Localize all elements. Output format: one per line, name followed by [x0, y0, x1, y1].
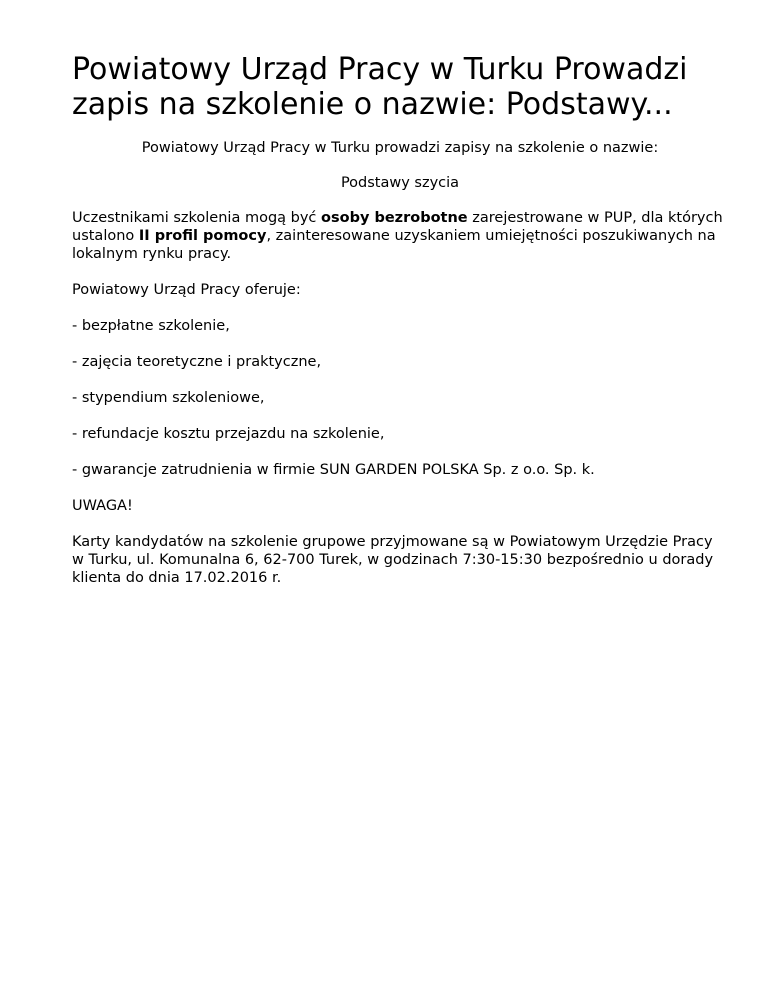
closing-paragraph: Karty kandydatów na szkolenie grupowe przyjmowane są w Powiatowym Urzędzie Pracy w Turku, ul. Komunalna 6, 62-700 Turek, w godzinach 7:30-15:30 bezpośrednio u dorady klienta do dnia 17.02.2016 r. — [72, 534, 714, 586]
warning-label: UWAGA! — [72, 498, 133, 514]
list-item: - zajęcia teoretyczne i praktyczne, — [72, 354, 322, 370]
eligibility-text-3: , zainteresowane uzyskaniem umiejętności poszukiwanych na lokalnym rynku pracy. — [72, 228, 716, 262]
eligibility-bold-1: osoby bezrobotne — [321, 210, 468, 226]
course-name: Podstawy szycia — [340, 175, 460, 191]
offer-list — [72, 317, 728, 479]
list-item: - gwarancje zatrudnienia w firmie SUN GARDEN POLSKA Sp. z o.o. Sp. k. — [72, 462, 595, 478]
eligibility-text-1: Uczestnikami szkolenia mogą być — [72, 210, 322, 226]
offer-heading: Powiatowy Urząd Pracy oferuje: — [72, 282, 301, 298]
eligibility-text-2: zarejestrowane w PUP, dla których ustalono — [72, 210, 723, 244]
page-title: Powiatowy Urząd Pracy w Turku Prowadzi zapis na szkolenie o nazwie: Podstawy... — [72, 52, 688, 122]
intro-line: Powiatowy Urząd Pracy w Turku prowadzi zapisy na szkolenie o nazwie: — [141, 140, 659, 156]
list-item: - stypendium szkoleniowe, — [72, 390, 265, 406]
list-item: - bezpłatne szkolenie, — [72, 318, 230, 334]
eligibility-bold-2: II profil pomocy — [138, 228, 267, 244]
list-item: - refundacje kosztu przejazdu na szkolenie, — [72, 426, 385, 442]
eligibility-paragraph — [72, 209, 728, 263]
